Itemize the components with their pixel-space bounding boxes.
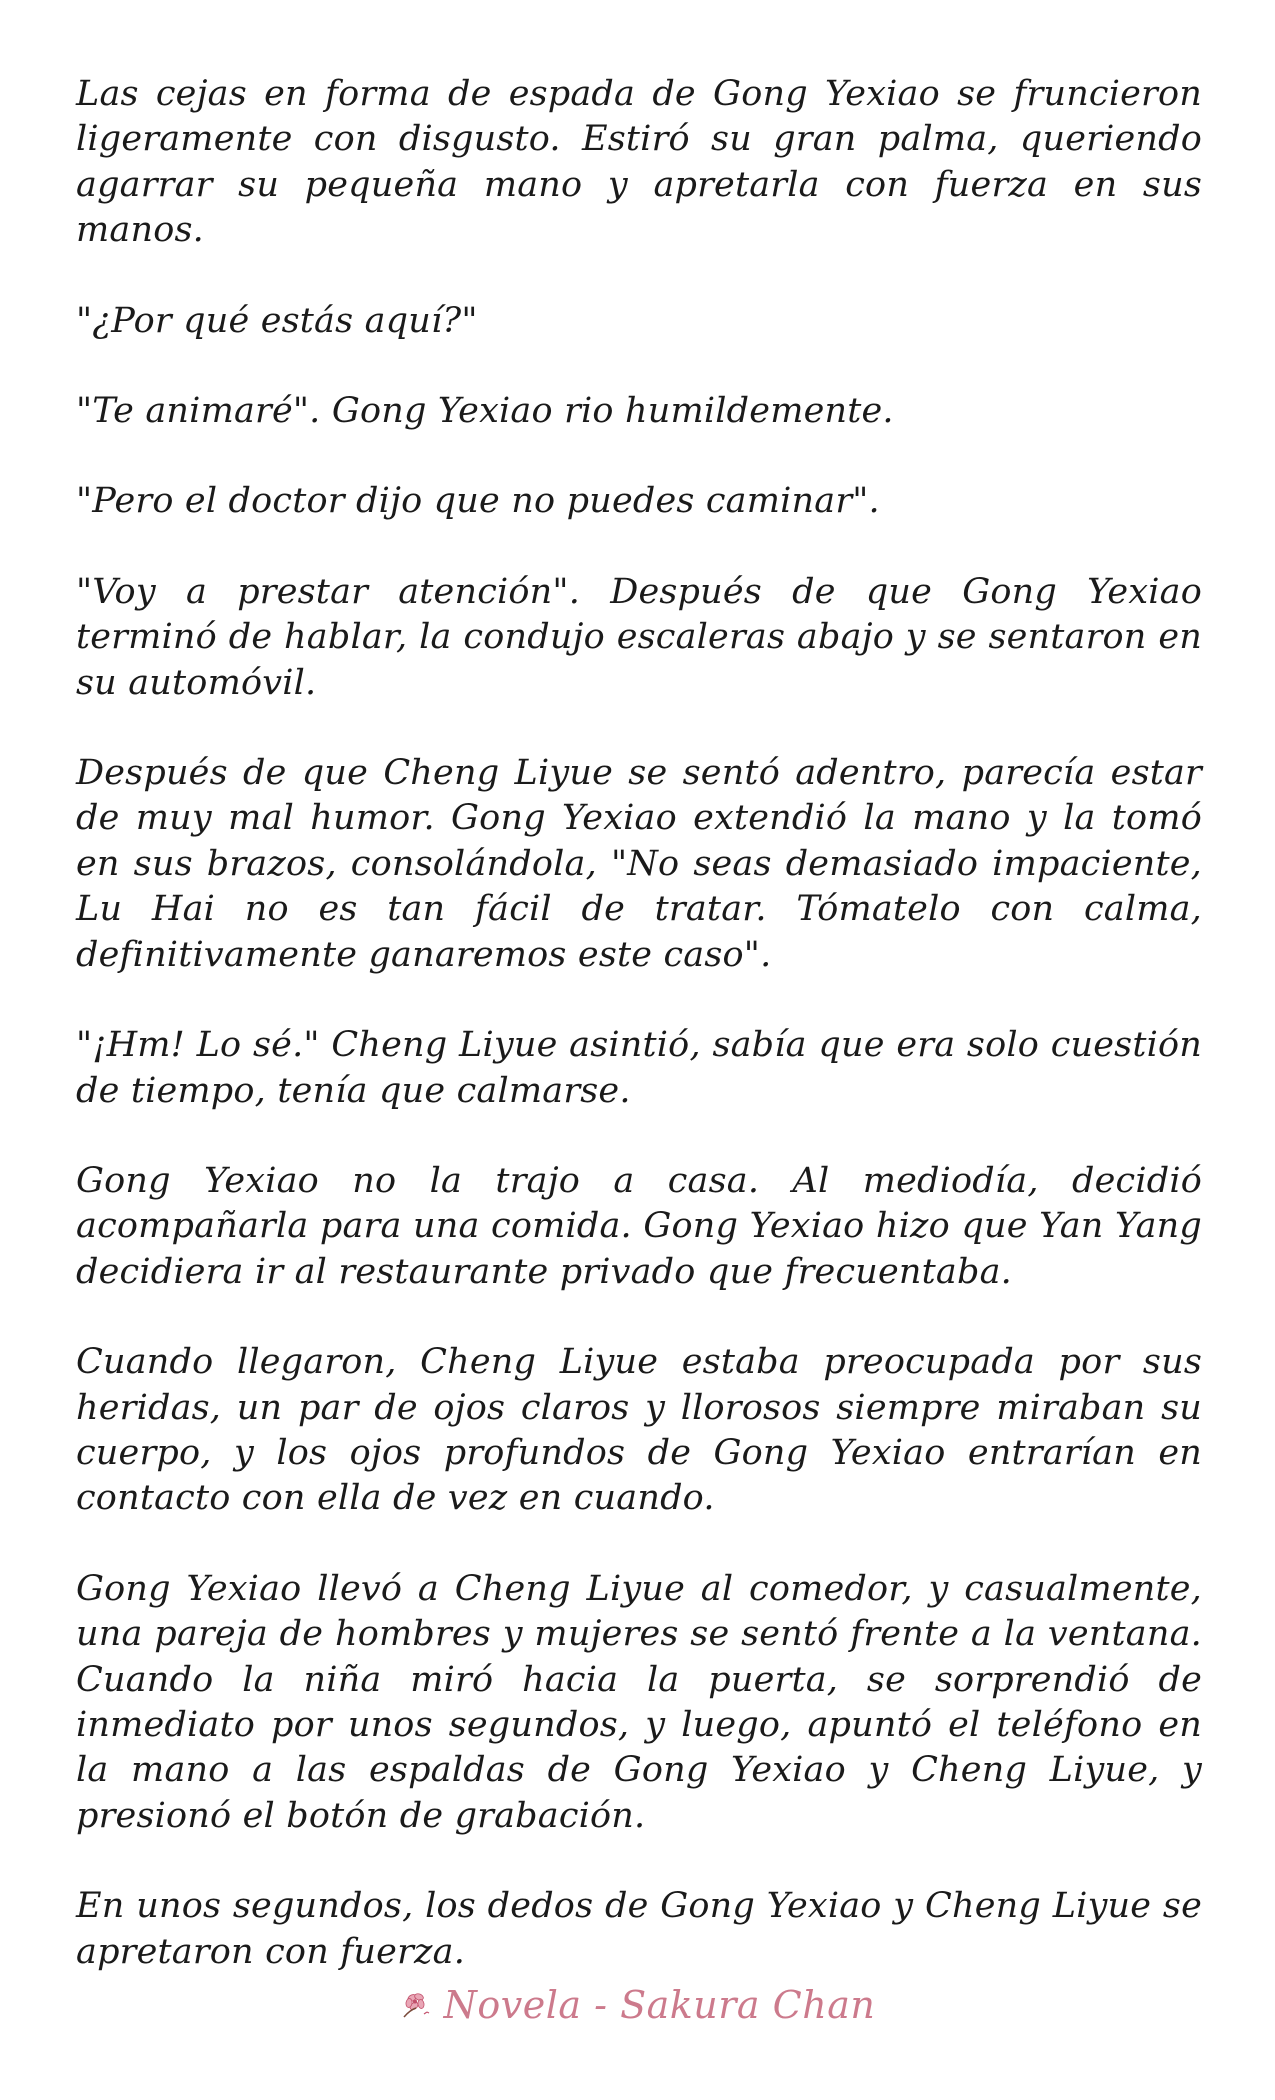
document-body	[76, 72, 1202, 2020]
paragraph-9: Cuando llegaron, Cheng Liyue estaba preocupada por sus heridas, un par de ojos claros y llorosos siempre miraban su cuerpo, y los ojos profundos de Gong Yexiao entrarían en contacto con ella de vez en cuando.	[76, 1342, 1202, 1519]
paragraph-4: "Pero el doctor dijo que no puedes caminar".	[76, 481, 880, 522]
paragraph-10: Gong Yexiao llevó a Cheng Liyue al comedor, y casualmente, una pareja de hombres y mujeres se sentó frente a la ventana. Cuando la niña miró hacia la puerta, se sorprendió de inmediato por unos segundos, y luego, apuntó el teléfono en la mano a las espaldas de Gong Yexiao y Cheng Liyue, y presionó el botón de grabación.	[76, 1568, 1202, 1836]
paragraph-5: "Voy a prestar atención". Después de que Gong Yexiao terminó de hablar, la condujo escaleras abajo y se sentaron en su automóvil.	[76, 571, 1202, 703]
sakura-flower-icon	[400, 1985, 436, 2015]
paragraph-6: Después de que Cheng Liyue se sentó adentro, parecía estar de muy mal humor. Gong Yexiao extendió la mano y la tomó en sus brazos, consolándola, "No seas demasiado impaciente, Lu Hai no es tan fácil de tratar. Tómatelo con calma, definitivamente ganaremos este caso".	[76, 753, 1202, 975]
paragraph-11: En unos segundos, los dedos de Gong Yexiao y Cheng Liyue se apretaron con fuerza.	[76, 1886, 1202, 1972]
watermark	[0, 1983, 1275, 2027]
paragraph-3: "Te animaré". Gong Yexiao rio humildemente.	[76, 391, 894, 432]
paragraph-8: Gong Yexiao no la trajo a casa. Al mediodía, decidió acompañarla para una comida. Gong Yexiao hizo que Yan Yang decidiera ir al restaurante privado que frecuentaba.	[76, 1160, 1202, 1292]
paragraph-2: "¿Por qué estás aquí?"	[76, 300, 478, 341]
paragraph-7: "¡Hm! Lo sé." Cheng Liyue asintió, sabía que era solo cuestión de tiempo, tenía que calmarse.	[76, 1025, 1202, 1111]
paragraph-1: Las cejas en forma de espada de Gong Yexiao se fruncieron ligeramente con disgusto. Estiró su gran palma, queriendo agarrar su pequeña mano y apretarla con fuerza en sus manos.	[76, 74, 1202, 251]
watermark-text: Novela - Sakura Chan	[443, 1983, 876, 2027]
